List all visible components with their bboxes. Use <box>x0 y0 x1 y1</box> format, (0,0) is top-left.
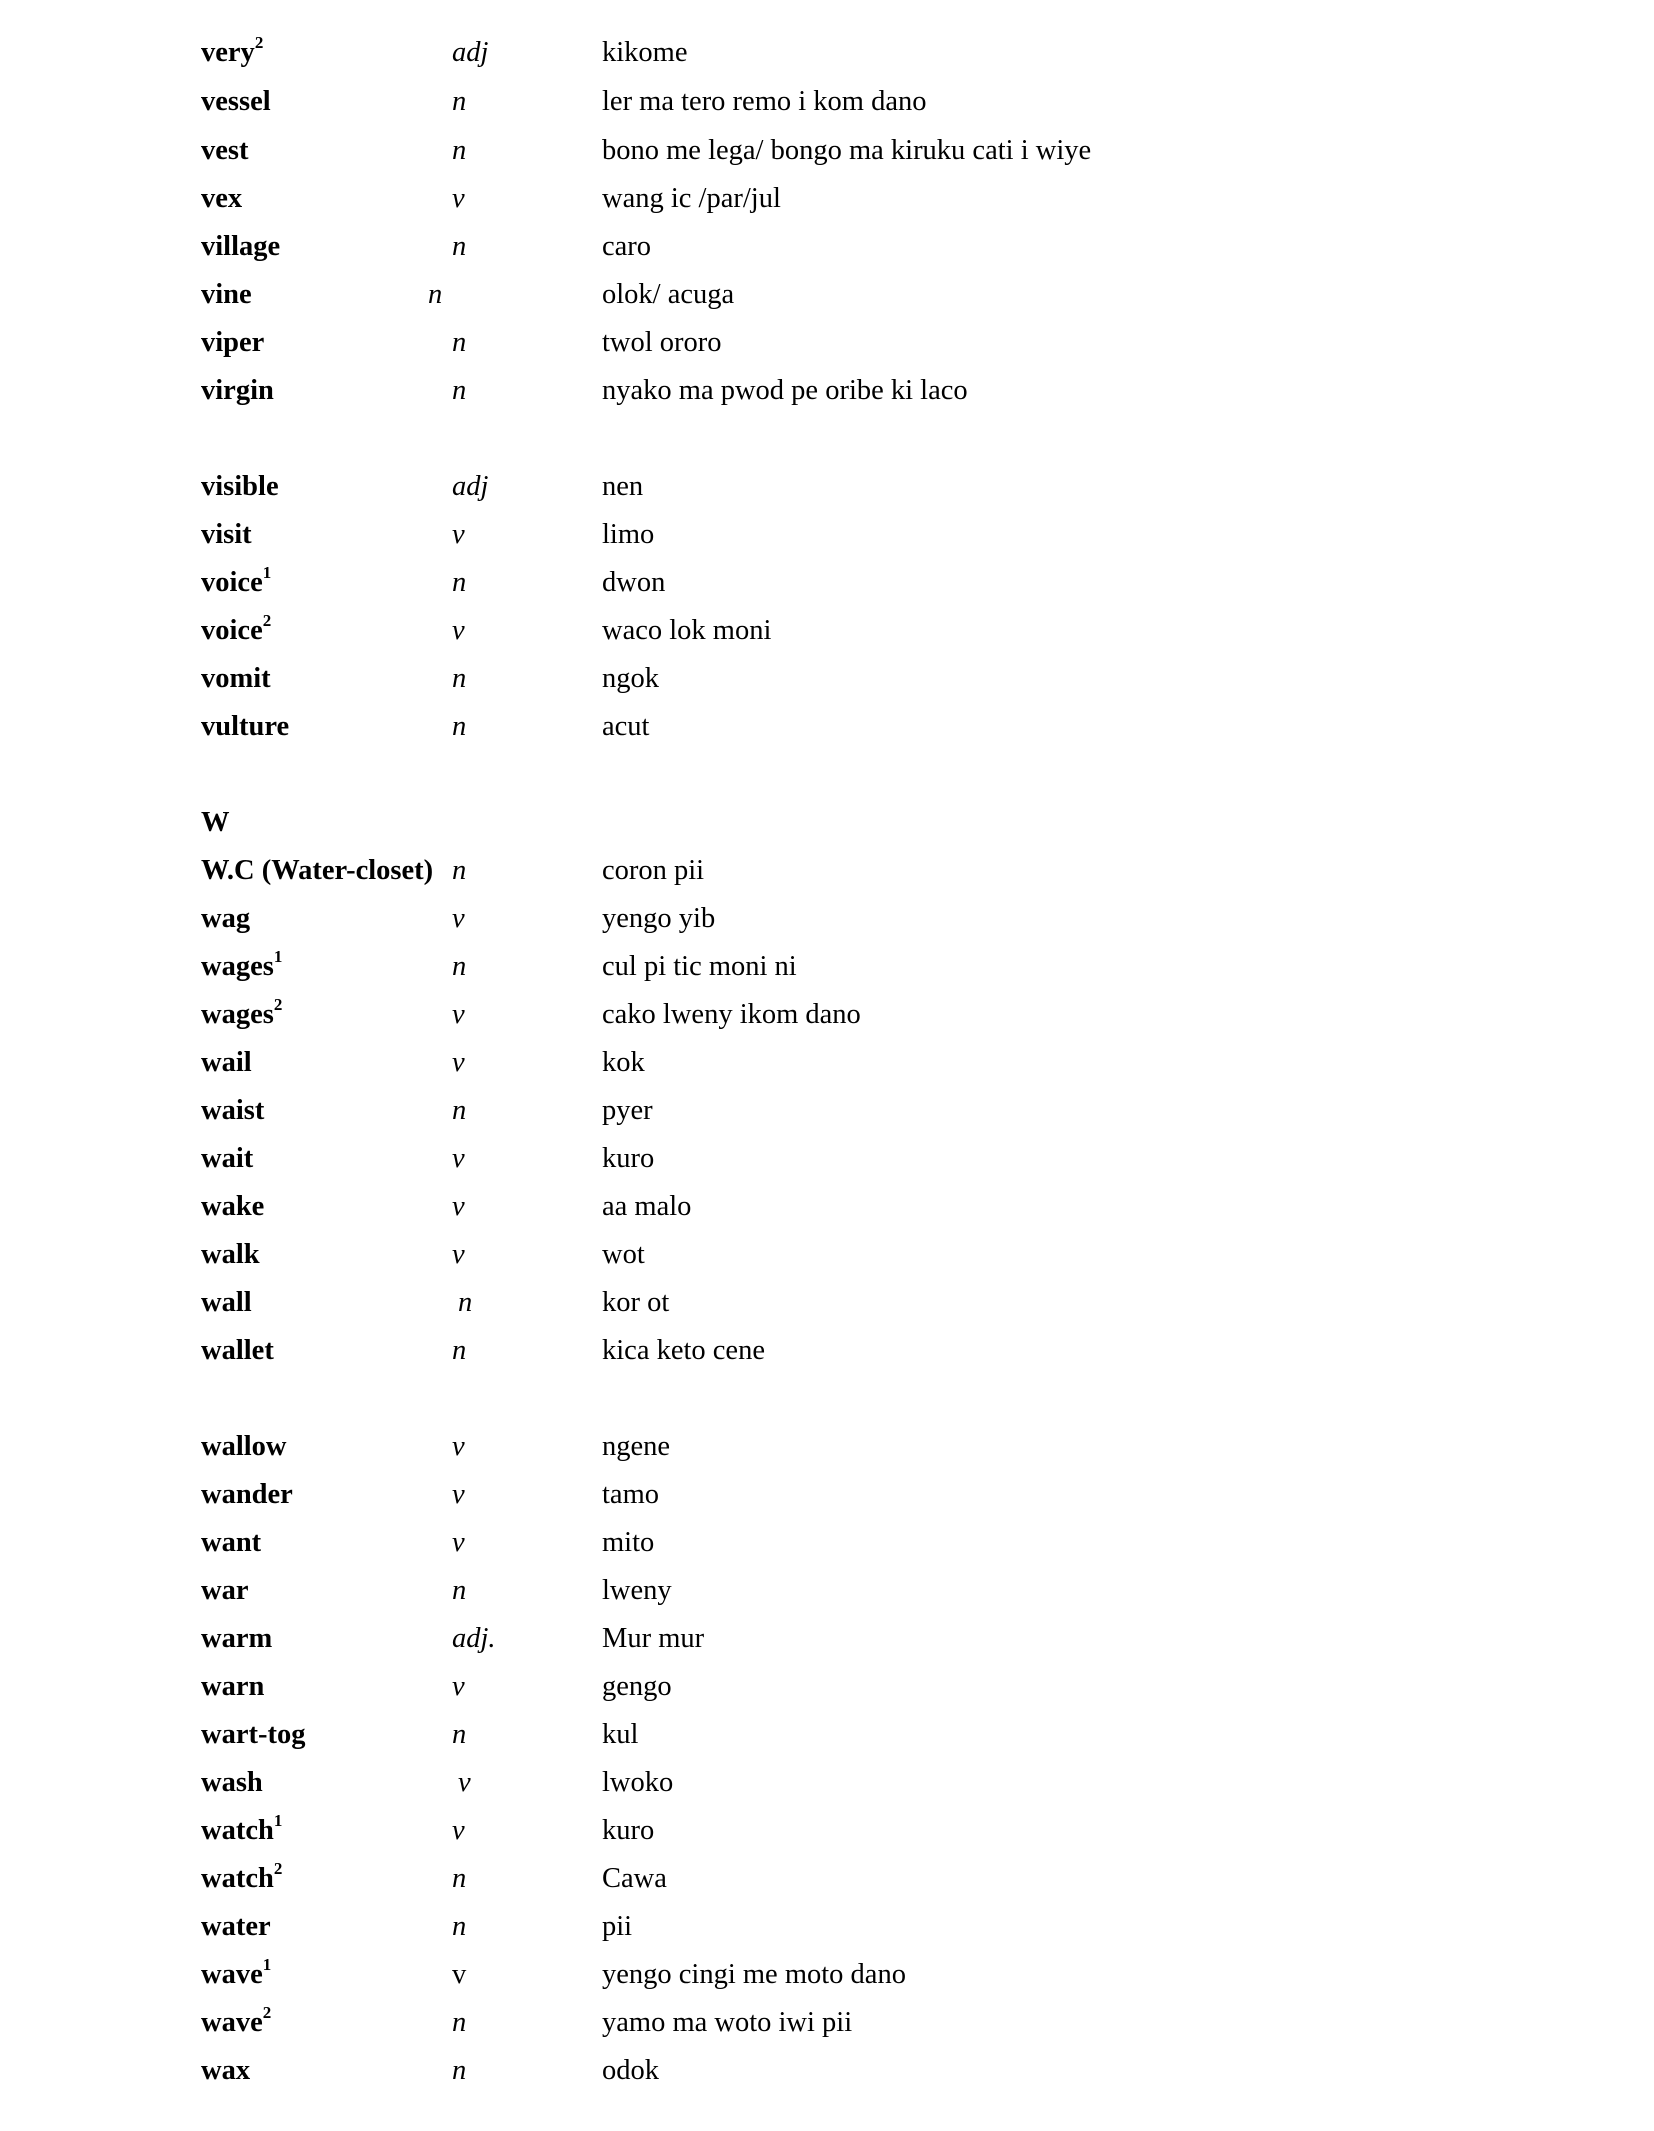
headword: virgin <box>201 375 274 406</box>
part-of-speech: v <box>452 1479 465 1510</box>
dictionary-entry <box>0 847 1654 895</box>
gloss: coron pii <box>602 855 705 886</box>
dictionary-entry <box>0 1279 1654 1327</box>
headword: wallet <box>201 1335 274 1366</box>
headword: wallow <box>201 1431 287 1462</box>
dictionary-entry <box>0 1903 1654 1951</box>
part-of-speech: v <box>452 903 465 934</box>
part-of-speech: adj. <box>452 1623 496 1654</box>
part-of-speech: n <box>452 2055 467 2086</box>
headword: wait <box>201 1143 254 1174</box>
gloss: twol ororo <box>602 327 722 358</box>
dictionary-entry <box>0 367 1654 415</box>
gloss: cul pi tic moni ni <box>602 951 797 982</box>
gloss: kikome <box>602 37 688 68</box>
part-of-speech: n <box>452 1575 467 1606</box>
dictionary-entry <box>0 1567 1654 1615</box>
headword: vex <box>201 183 243 214</box>
headword: wave$^1$ <box>201 1954 272 1990</box>
gloss: ler ma tero remo i kom dano <box>602 86 927 117</box>
dictionary-entry <box>0 271 1654 319</box>
dictionary-entry <box>0 703 1654 751</box>
gloss: bono me lega/ bongo ma kiruku cati i wiye <box>602 135 1092 166</box>
part-of-speech: v <box>452 183 465 214</box>
dictionary-entry <box>0 1999 1654 2047</box>
headword: visit <box>201 519 252 550</box>
dictionary-entry <box>0 1615 1654 1663</box>
headword: wail <box>201 1047 252 1078</box>
gloss: odok <box>602 2055 659 2086</box>
gloss: ngok <box>602 663 659 694</box>
dictionary-entry <box>0 29 1654 77</box>
gloss: yamo ma woto iwi pii <box>602 2007 853 2038</box>
gloss: lweny <box>602 1575 672 1606</box>
headword: voice$^2$ <box>201 610 272 646</box>
dictionary-entry <box>0 463 1654 511</box>
gloss: gengo <box>602 1671 672 1702</box>
dictionary-entry <box>0 655 1654 703</box>
dictionary-entry <box>0 1807 1654 1855</box>
part-of-speech: n <box>452 951 467 982</box>
part-of-speech: n <box>452 135 467 166</box>
dictionary-entry <box>0 1087 1654 1135</box>
headword: wander <box>201 1479 293 1510</box>
gloss: kor ot <box>602 1287 670 1318</box>
part-of-speech: v <box>452 1815 465 1846</box>
part-of-speech: n <box>458 1287 473 1318</box>
headword: vomit <box>201 663 271 694</box>
part-of-speech: v <box>452 1143 465 1174</box>
part-of-speech: n <box>452 1095 467 1126</box>
part-of-speech: n <box>452 1911 467 1942</box>
dictionary-entry <box>0 559 1654 607</box>
gloss: Mur mur <box>602 1623 705 1654</box>
headword: village <box>201 231 281 262</box>
dictionary-entry <box>0 1183 1654 1231</box>
headword: war <box>201 1575 249 1606</box>
section-letter: W <box>201 807 230 838</box>
part-of-speech: n <box>452 711 467 742</box>
headword: W.C (Water-closet) <box>201 855 434 886</box>
dictionary-entry <box>0 319 1654 367</box>
gloss: pii <box>602 1911 633 1942</box>
dictionary-entry <box>0 2047 1654 2095</box>
part-of-speech: v <box>452 1671 465 1702</box>
dictionary-entry <box>0 78 1654 126</box>
part-of-speech: n <box>428 279 443 310</box>
dictionary-entry <box>0 607 1654 655</box>
headword: waist <box>201 1095 265 1126</box>
headword: vessel <box>201 86 271 117</box>
headword: walk <box>201 1239 260 1270</box>
headword: wages$^1$ <box>201 946 283 982</box>
dictionary-entry <box>0 511 1654 559</box>
gloss: tamo <box>602 1479 659 1510</box>
headword: wall <box>201 1287 252 1318</box>
gloss: wot <box>602 1239 645 1270</box>
headword: voice$^1$ <box>201 562 272 598</box>
part-of-speech: n <box>452 567 467 598</box>
part-of-speech: n <box>452 2007 467 2038</box>
headword: wake <box>201 1191 265 1222</box>
part-of-speech: n <box>452 1719 467 1750</box>
headword: want <box>201 1527 262 1558</box>
headword: water <box>201 1911 271 1942</box>
headword: wax <box>201 2055 251 2086</box>
dictionary-entry <box>0 1327 1654 1375</box>
part-of-speech: adj <box>452 471 489 502</box>
headword: warm <box>201 1623 273 1654</box>
gloss: kok <box>602 1047 645 1078</box>
gloss: dwon <box>602 567 666 598</box>
dictionary-entry <box>0 127 1654 175</box>
dictionary-entry <box>0 1711 1654 1759</box>
gloss: kuro <box>602 1815 655 1846</box>
gloss: ngene <box>602 1431 671 1462</box>
gloss: yengo cingi me moto dano <box>602 1959 906 1990</box>
part-of-speech: n <box>452 327 467 358</box>
part-of-speech: v <box>452 1431 465 1462</box>
headword: vine <box>201 279 252 310</box>
headword: wave$^2$ <box>201 2002 272 2038</box>
part-of-speech: v <box>452 519 465 550</box>
headword: wages$^2$ <box>201 994 283 1030</box>
part-of-speech: v <box>452 1239 465 1270</box>
part-of-speech: n <box>452 1335 467 1366</box>
headword: wart-tog <box>201 1719 306 1750</box>
part-of-speech: v <box>452 999 465 1030</box>
headword: vulture <box>201 711 290 742</box>
gloss: acut <box>602 711 650 742</box>
part-of-speech: v <box>452 615 465 646</box>
gloss: Cawa <box>602 1863 667 1894</box>
dictionary-entry <box>0 1135 1654 1183</box>
dictionary-entry <box>0 1855 1654 1903</box>
dictionary-entry <box>0 223 1654 271</box>
headword: wash <box>201 1767 263 1798</box>
gloss: mito <box>602 1527 655 1558</box>
dictionary-entry <box>0 1423 1654 1471</box>
part-of-speech: n <box>452 663 467 694</box>
gloss: yengo yib <box>602 903 716 934</box>
headword: very$^2$ <box>201 32 264 68</box>
dictionary-entry <box>0 991 1654 1039</box>
dictionary-entry <box>0 943 1654 991</box>
dictionary-entry <box>0 1759 1654 1807</box>
dictionary-entry <box>0 175 1654 223</box>
gloss: nen <box>602 471 644 502</box>
dictionary-entry <box>0 1471 1654 1519</box>
part-of-speech: n <box>452 231 467 262</box>
gloss: nyako ma pwod pe oribe ki laco <box>602 375 968 406</box>
part-of-speech: n <box>452 855 467 886</box>
gloss: aa malo <box>602 1191 692 1222</box>
dictionary-entry <box>0 1039 1654 1087</box>
gloss: caro <box>602 231 652 262</box>
dictionary-entry <box>0 1663 1654 1711</box>
gloss: pyer <box>602 1095 653 1126</box>
headword: vest <box>201 135 249 166</box>
gloss: kul <box>602 1719 639 1750</box>
gloss: waco lok moni <box>602 615 772 646</box>
dictionary-entry <box>0 1951 1654 1999</box>
part-of-speech: n <box>452 375 467 406</box>
gloss: limo <box>602 519 655 550</box>
gloss: kica keto cene <box>602 1335 765 1366</box>
dictionary-entry <box>0 1519 1654 1567</box>
part-of-speech: v <box>452 1527 465 1558</box>
dictionary-entry <box>0 895 1654 943</box>
headword: warn <box>201 1671 265 1702</box>
gloss: olok/ acuga <box>602 279 735 310</box>
headword: watch$^2$ <box>201 1858 283 1894</box>
part-of-speech: v <box>452 1191 465 1222</box>
part-of-speech: adj <box>452 37 489 68</box>
part-of-speech: n <box>452 86 467 117</box>
headword: watch$^1$ <box>201 1810 283 1846</box>
headword: wag <box>201 903 251 934</box>
part-of-speech: n <box>452 1863 467 1894</box>
headword: visible <box>201 471 279 502</box>
dictionary-entry <box>0 1231 1654 1279</box>
gloss: lwoko <box>602 1767 674 1798</box>
part-of-speech: v <box>458 1767 471 1798</box>
headword: viper <box>201 327 265 358</box>
gloss: wang ic /par/jul <box>602 183 781 214</box>
gloss: cako lweny ikom dano <box>602 999 861 1030</box>
part-of-speech: v <box>452 1959 467 1990</box>
gloss: kuro <box>602 1143 655 1174</box>
part-of-speech: v <box>452 1047 465 1078</box>
